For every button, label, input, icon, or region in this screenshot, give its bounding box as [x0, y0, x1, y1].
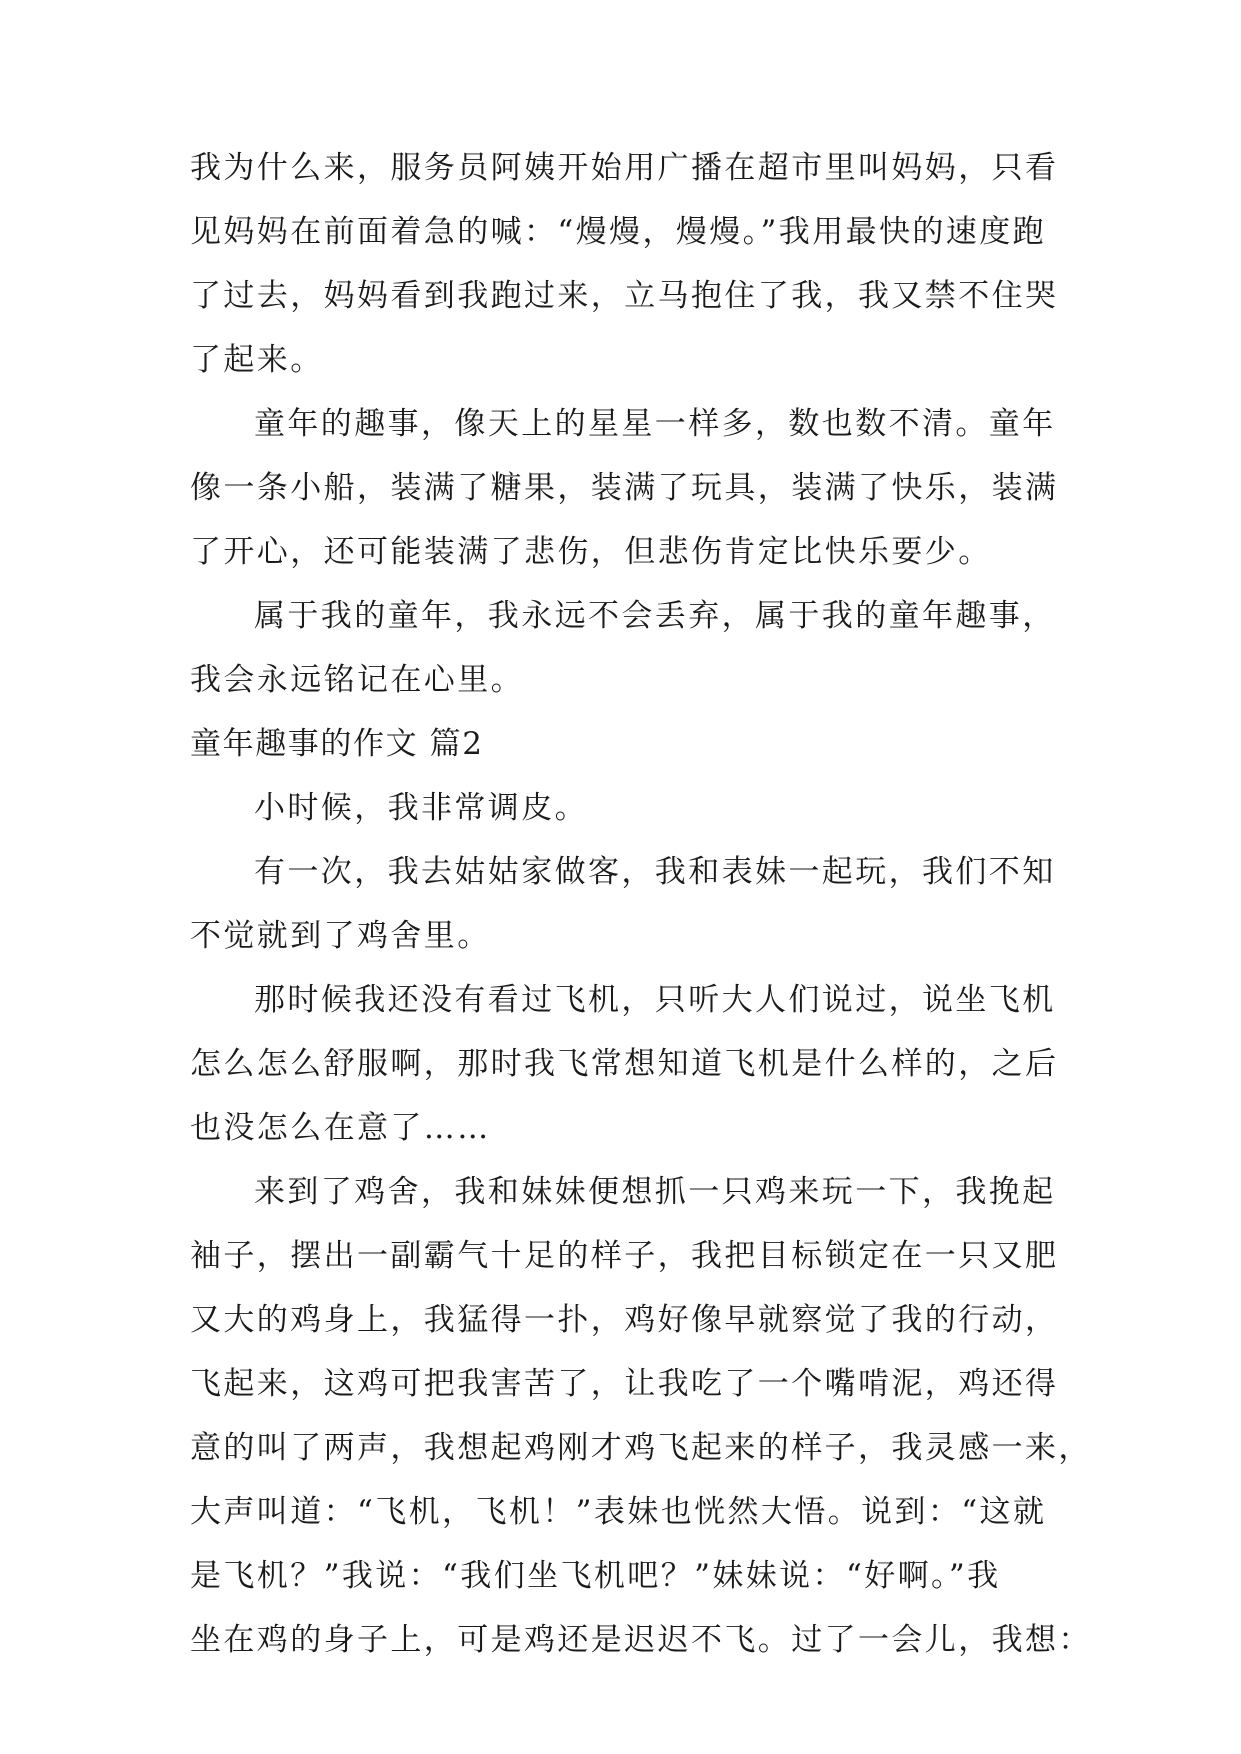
text-line: 又大的鸡身上，我猛得一扑，鸡好像早就察觉了我的行动，: [190, 1302, 1059, 1338]
text-line: 袖子，摆出一副霸气十足的样子，我把目标锁定在一只又肥: [190, 1238, 1059, 1274]
text-line: 了开心，还可能装满了悲伤，但悲伤肯定比快乐要少。: [190, 534, 992, 570]
text-line: 飞起来，这鸡可把我害苦了，让我吃了一个嘴啃泥，鸡还得: [190, 1366, 1059, 1402]
text-line: 也没怎么在意了……: [190, 1110, 491, 1146]
text-line: 我为什么来，服务员阿姨开始用广播在超市里叫妈妈，只看: [190, 150, 1059, 186]
section-title: 童年趣事的作文 篇2: [190, 726, 484, 762]
paragraph-start-line: 来到了鸡舍，我和妹妹便想抓一只鸡来玩一下，我挽起: [254, 1174, 1056, 1210]
text-line: 怎么怎么舒服啊，那时我飞常想知道飞机是什么样的，之后: [190, 1046, 1059, 1082]
text-line: 了起来。: [190, 342, 324, 378]
text-line: 坐在鸡的身子上，可是鸡还是迟迟不飞。过了一会儿，我想：: [190, 1622, 1092, 1658]
text-line: 不觉就到了鸡舍里。: [190, 918, 491, 954]
text-line: 像一条小船，装满了糖果，装满了玩具，装满了快乐，装满: [190, 470, 1059, 506]
text-line: 见妈妈在前面着急的喊：“熳熳，熳熳。”我用最快的速度跑: [190, 214, 1046, 250]
text-line: 我会永远铭记在心里。: [190, 662, 524, 698]
text-line: 意的叫了两声，我想起鸡刚才鸡飞起来的样子，我灵感一来，: [190, 1430, 1092, 1466]
text-line: 大声叫道：“飞机，飞机！”表妹也恍然大悟。说到：“这就: [190, 1494, 1047, 1530]
paragraph-start-line: 属于我的童年，我永远不会丢弃，属于我的童年趣事，: [254, 598, 1056, 634]
paragraph-start-line: 小时候，我非常调皮。: [254, 790, 588, 826]
text-line: 了过去，妈妈看到我跑过来，立马抱住了我，我又禁不住哭: [190, 278, 1059, 314]
paragraph-start-line: 童年的趣事，像天上的星星一样多，数也数不清。童年: [254, 406, 1056, 442]
paragraph-start-line: 有一次，我去姑姑家做客，我和表妹一起玩，我们不知: [254, 854, 1056, 890]
paragraph-start-line: 那时候我还没有看过飞机，只听大人们说过，说坐飞机: [254, 982, 1056, 1018]
text-line: 是飞机？”我说：“我们坐飞机吧？”妹妹说：“好啊。”我: [190, 1558, 1001, 1594]
